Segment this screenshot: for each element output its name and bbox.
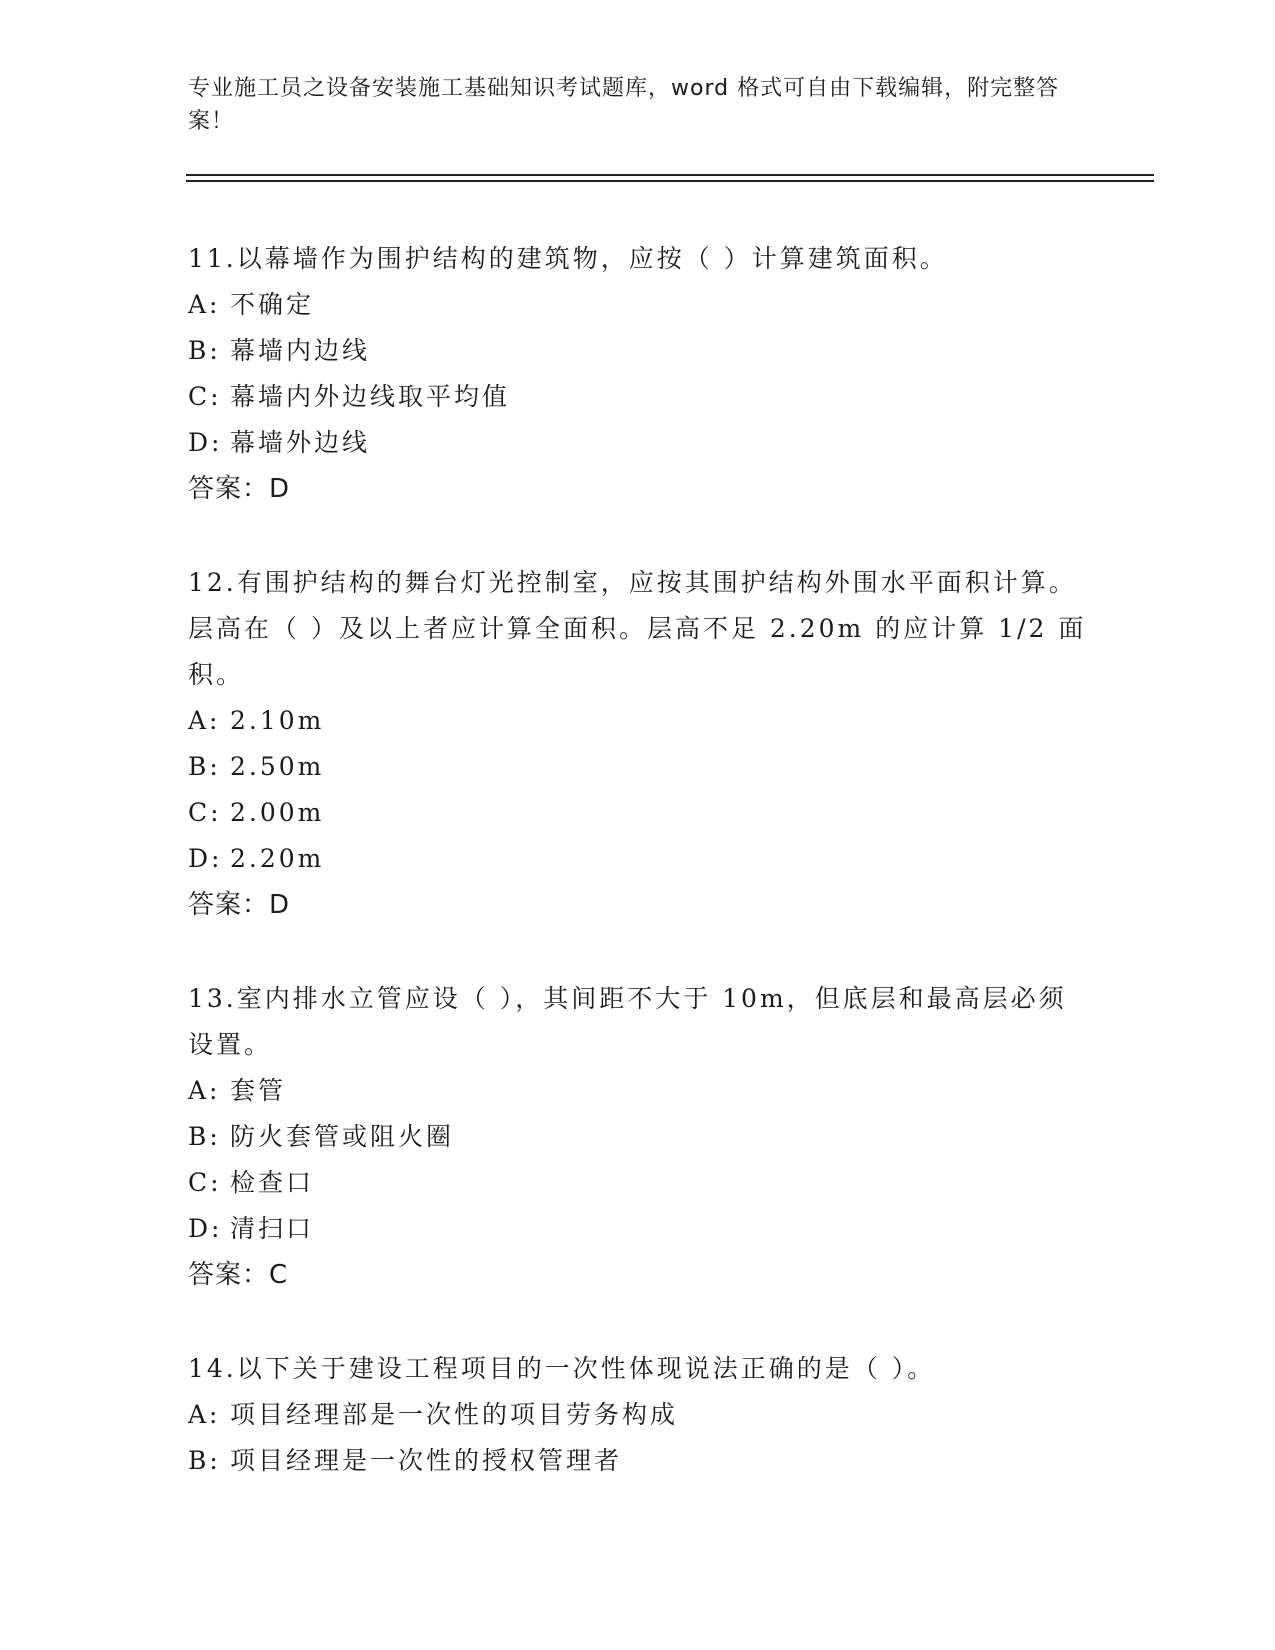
option-text: 防火套管或阻火圈	[230, 1122, 455, 1151]
option-key: A:	[188, 1076, 221, 1105]
option-text: 套管	[230, 1076, 287, 1105]
option-text: 不确定	[230, 290, 315, 319]
option-a	[188, 698, 1088, 744]
option-key: B:	[188, 1446, 221, 1475]
option-a	[188, 1392, 1088, 1438]
option-text: 幕墙外边线	[230, 428, 371, 457]
question-list	[188, 236, 1088, 1532]
option-b	[188, 744, 1088, 790]
option-text: 检查口	[230, 1168, 315, 1197]
option-text: 项目经理部是一次性的项目劳务构成	[230, 1400, 679, 1429]
option-a	[188, 1068, 1088, 1114]
option-key: C:	[188, 798, 222, 827]
question-stem: 11.以幕墙作为围护结构的建筑物，应按（ ）计算建筑面积。	[188, 244, 948, 273]
document-header: 专业施工员之设备安装施工基础知识考试题库，word 格式可自由下载编辑，附完整答案！	[188, 76, 1060, 134]
option-key: C:	[188, 1168, 222, 1197]
question-11	[188, 236, 1088, 512]
option-key: D:	[188, 844, 223, 873]
answer-line: 答案：D	[188, 890, 291, 920]
question-12	[188, 560, 1088, 928]
answer-line: 答案：D	[188, 474, 291, 504]
option-text: 2.10m	[230, 706, 325, 735]
option-text: 2.20m	[230, 844, 325, 873]
header-rule-top	[186, 174, 1154, 176]
option-key: A:	[188, 1400, 221, 1429]
option-key: B:	[188, 1122, 221, 1151]
option-b	[188, 1438, 1088, 1484]
option-key: D:	[188, 428, 223, 457]
option-key: A:	[188, 706, 221, 735]
option-text: 2.00m	[230, 798, 325, 827]
option-text: 清扫口	[230, 1214, 315, 1243]
option-d	[188, 836, 1088, 882]
option-key: B:	[188, 336, 221, 365]
option-key: C:	[188, 382, 222, 411]
option-d	[188, 1206, 1088, 1252]
option-c	[188, 1160, 1088, 1206]
question-stem: 12.有围护结构的舞台灯光控制室，应按其围护结构外围水平面积计算。层高在（ ）及以上者应计算全面积。层高不足 2.20m 的应计算 1/2 面积。	[188, 568, 1087, 689]
question-stem: 14.以下关于建设工程项目的一次性体现说法正确的是（ ）。	[188, 1354, 936, 1383]
answer-line: 答案：C	[188, 1260, 289, 1290]
option-a	[188, 282, 1088, 328]
option-b	[188, 328, 1088, 374]
option-text: 幕墙内边线	[230, 336, 371, 365]
option-c	[188, 374, 1088, 420]
question-14	[188, 1346, 1088, 1484]
option-b	[188, 1114, 1088, 1160]
question-stem: 13.室内排水立管应设（ ），其间距不大于 10m，但底层和最高层必须设置。	[188, 984, 1067, 1059]
option-text: 2.50m	[230, 752, 325, 781]
option-text: 幕墙内外边线取平均值	[230, 382, 511, 411]
option-c	[188, 790, 1088, 836]
question-13	[188, 976, 1088, 1298]
option-key: B:	[188, 752, 221, 781]
option-key: D:	[188, 1214, 223, 1243]
header-rule-bottom	[186, 180, 1154, 182]
option-d	[188, 420, 1088, 466]
option-text: 项目经理是一次性的授权管理者	[230, 1446, 623, 1475]
option-key: A:	[188, 290, 221, 319]
